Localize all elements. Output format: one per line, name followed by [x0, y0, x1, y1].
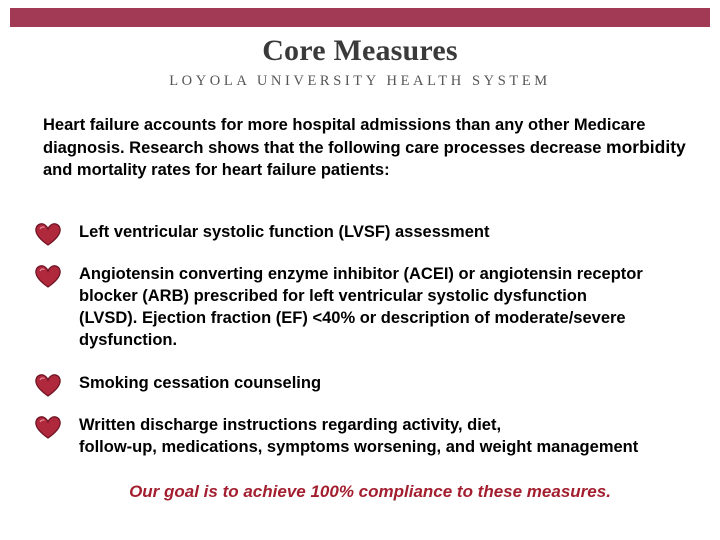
bullet-text: [79, 414, 694, 458]
bullet-text: [79, 221, 694, 243]
bullet-line: blocker (ARB) prescribed for left ventricular systolic dysfunction: [79, 287, 587, 305]
bullet-line: Written discharge instructions regarding activity, diet,: [79, 416, 502, 434]
heart-icon: [34, 221, 62, 247]
intro-text-emphasis: morbidity: [606, 137, 686, 157]
bullet-line: (LVSD). Ejection fraction (EF) <40% or description of moderate/severe: [79, 309, 626, 327]
bullet-line: dysfunction.: [79, 331, 178, 349]
bullet-line: Left ventricular systolic function (LVSF) assessment: [79, 223, 490, 241]
goal-statement: Our goal is to achieve 100% compliance to these measures.: [129, 482, 611, 501]
page-title: Core Measures: [262, 34, 458, 67]
bullet-text: [79, 263, 694, 351]
heart-icon: [34, 372, 62, 398]
bullet-line: Smoking cessation counseling: [79, 374, 322, 392]
heart-icon: [34, 414, 62, 440]
intro-text-part2: and mortality rates for heart failure patients:: [43, 161, 390, 179]
intro-text-part1: Heart failure accounts for more hospital admissions than any other Medicare diagnosis. Research shows that the following care processes decrease: [43, 116, 646, 157]
intro-paragraph: [43, 114, 693, 181]
bullet-line: Angiotensin converting enzyme inhibitor (ACEI) or angiotensin receptor: [79, 265, 643, 283]
bullet-text: [79, 372, 694, 394]
bullet-line: follow-up, medications, symptoms worsening, and weight management: [79, 438, 639, 456]
organization-name: LOYOLA UNIVERSITY HEALTH SYSTEM: [169, 73, 551, 89]
heart-icon: [34, 263, 62, 289]
header-bar: [10, 8, 710, 27]
